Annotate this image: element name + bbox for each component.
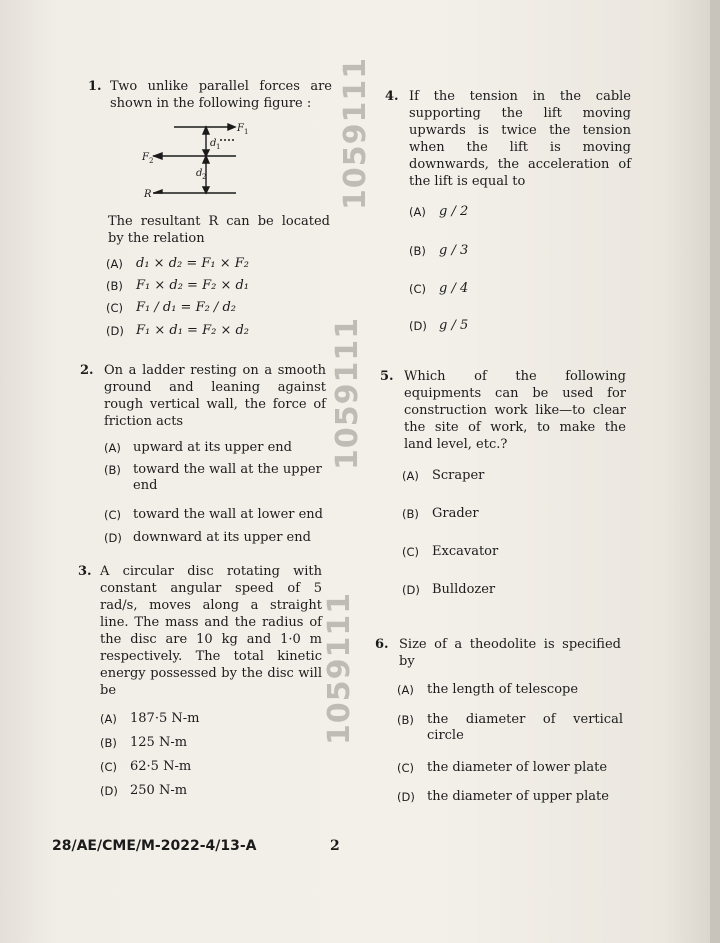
option-label: (A) <box>100 712 117 726</box>
option-text: g / 3 <box>439 243 469 258</box>
watermark-serial: 1059111 <box>322 591 357 745</box>
question-text-continued: The resultant R can be located by the relation <box>108 214 330 246</box>
option-label: (D) <box>100 784 118 798</box>
option-label: (D) <box>402 583 420 597</box>
option-label: (B) <box>100 736 117 750</box>
option-text: the diameter of lower plate <box>427 760 608 775</box>
label-d1-sub: 1 <box>216 143 221 151</box>
question-1 <box>88 78 333 348</box>
option-text: toward the wall at the upper end <box>133 462 322 493</box>
label-d2-sub: 2 <box>202 173 207 181</box>
option-text: F₁ / d₁ = F₂ / d₂ <box>136 300 236 315</box>
option-text: Excavator <box>432 544 499 559</box>
question-number: 6. <box>375 637 389 652</box>
question-text: If the tension in the cable supporting the lift moving upwards is twice the tension when the lift is moving downwards, the acceleration of the lift is equal to <box>409 89 631 189</box>
option-text: 187·5 N-m <box>130 711 200 726</box>
page-number: 2 <box>330 838 340 854</box>
label-r: R <box>144 189 152 200</box>
option-label: (D) <box>397 790 415 804</box>
watermark-serial: 1059111 <box>338 56 373 210</box>
booklet-code: 28/AE/CME/M-2022-4/13-A <box>52 838 257 854</box>
option-text: downward at its upper end <box>133 530 311 545</box>
option-label: (C) <box>100 760 118 774</box>
option-label: (A) <box>106 257 123 271</box>
question-5 <box>380 368 630 608</box>
option-text: 125 N-m <box>130 735 188 750</box>
option-label: (C) <box>397 761 415 775</box>
question-text: A circular disc rotating with constant angular speed of 5 rad/s, moves along a straight line. The mass and the radius of the disc are 10 kg and 1·0 m respectively. The total kinetic energy possessed by the disc will be <box>100 564 322 698</box>
option-label: (B) <box>106 279 123 293</box>
option-label: (D) <box>104 531 122 545</box>
option-text: 250 N-m <box>130 783 188 798</box>
option-text: toward the wall at lower end <box>133 507 323 522</box>
option-label: (A) <box>104 441 121 455</box>
label-d1: d <box>210 138 217 149</box>
option-label: (A) <box>397 683 414 697</box>
option-label: (A) <box>402 469 419 483</box>
question-number: 4. <box>385 89 399 104</box>
question-4 <box>385 88 635 338</box>
option-text: the diameter of upper plate <box>427 789 609 804</box>
option-label: (D) <box>409 319 427 333</box>
option-text: F₁ × d₁ = F₂ × d₂ <box>136 323 250 338</box>
option-label: (A) <box>409 205 426 219</box>
option-label: (C) <box>106 301 124 315</box>
label-f1-sub: 1 <box>244 128 249 136</box>
option-label: (B) <box>402 507 419 521</box>
option-text: upward at its upper end <box>133 440 292 455</box>
question-2 <box>80 362 330 552</box>
option-text: the diameter of vertical circle <box>427 712 623 743</box>
option-text: F₁ × d₂ = F₂ × d₁ <box>136 278 250 293</box>
option-text: 62·5 N-m <box>130 759 192 774</box>
question-text: Two unlike parallel forces are shown in the following figure : <box>110 79 332 111</box>
question-text: On a ladder resting on a smooth ground and leaning against rough vertical wall, the force of friction acts <box>104 363 326 429</box>
label-f2: F <box>142 152 149 163</box>
page-edge-shadow <box>710 0 720 943</box>
question-number: 1. <box>88 79 102 94</box>
question-number: 5. <box>380 369 394 384</box>
question-number: 2. <box>80 363 94 378</box>
option-label: (C) <box>409 282 427 296</box>
question-3 <box>78 563 328 803</box>
option-text: Bulldozer <box>432 582 496 597</box>
label-f1: F <box>237 123 244 134</box>
option-label: (B) <box>397 713 414 727</box>
option-text: g / 5 <box>439 318 469 333</box>
option-text: d₁ × d₂ = F₁ × F₂ <box>136 256 250 271</box>
option-label: (D) <box>106 324 124 338</box>
question-6 <box>375 636 625 811</box>
option-label: (B) <box>409 244 426 258</box>
question-text: Size of a theodolite is specified by <box>399 637 621 669</box>
label-f2-sub: 2 <box>149 157 154 165</box>
question-number: 3. <box>78 564 92 579</box>
option-text: Scraper <box>432 468 485 483</box>
label-d2: d <box>196 168 203 179</box>
option-text: g / 2 <box>439 204 469 219</box>
option-text: Grader <box>432 506 479 521</box>
option-label: (B) <box>104 463 121 477</box>
option-label: (C) <box>104 508 122 522</box>
watermark-serial: 1059111 <box>330 316 365 470</box>
option-text: the length of telescope <box>427 682 579 697</box>
option-label: (C) <box>402 545 420 559</box>
parallel-forces-figure <box>142 118 258 200</box>
option-text: g / 4 <box>439 281 469 296</box>
question-text: Which of the following equipments can be used for construction work like—to clear the site of work, to make the land level, etc.? <box>404 369 626 452</box>
